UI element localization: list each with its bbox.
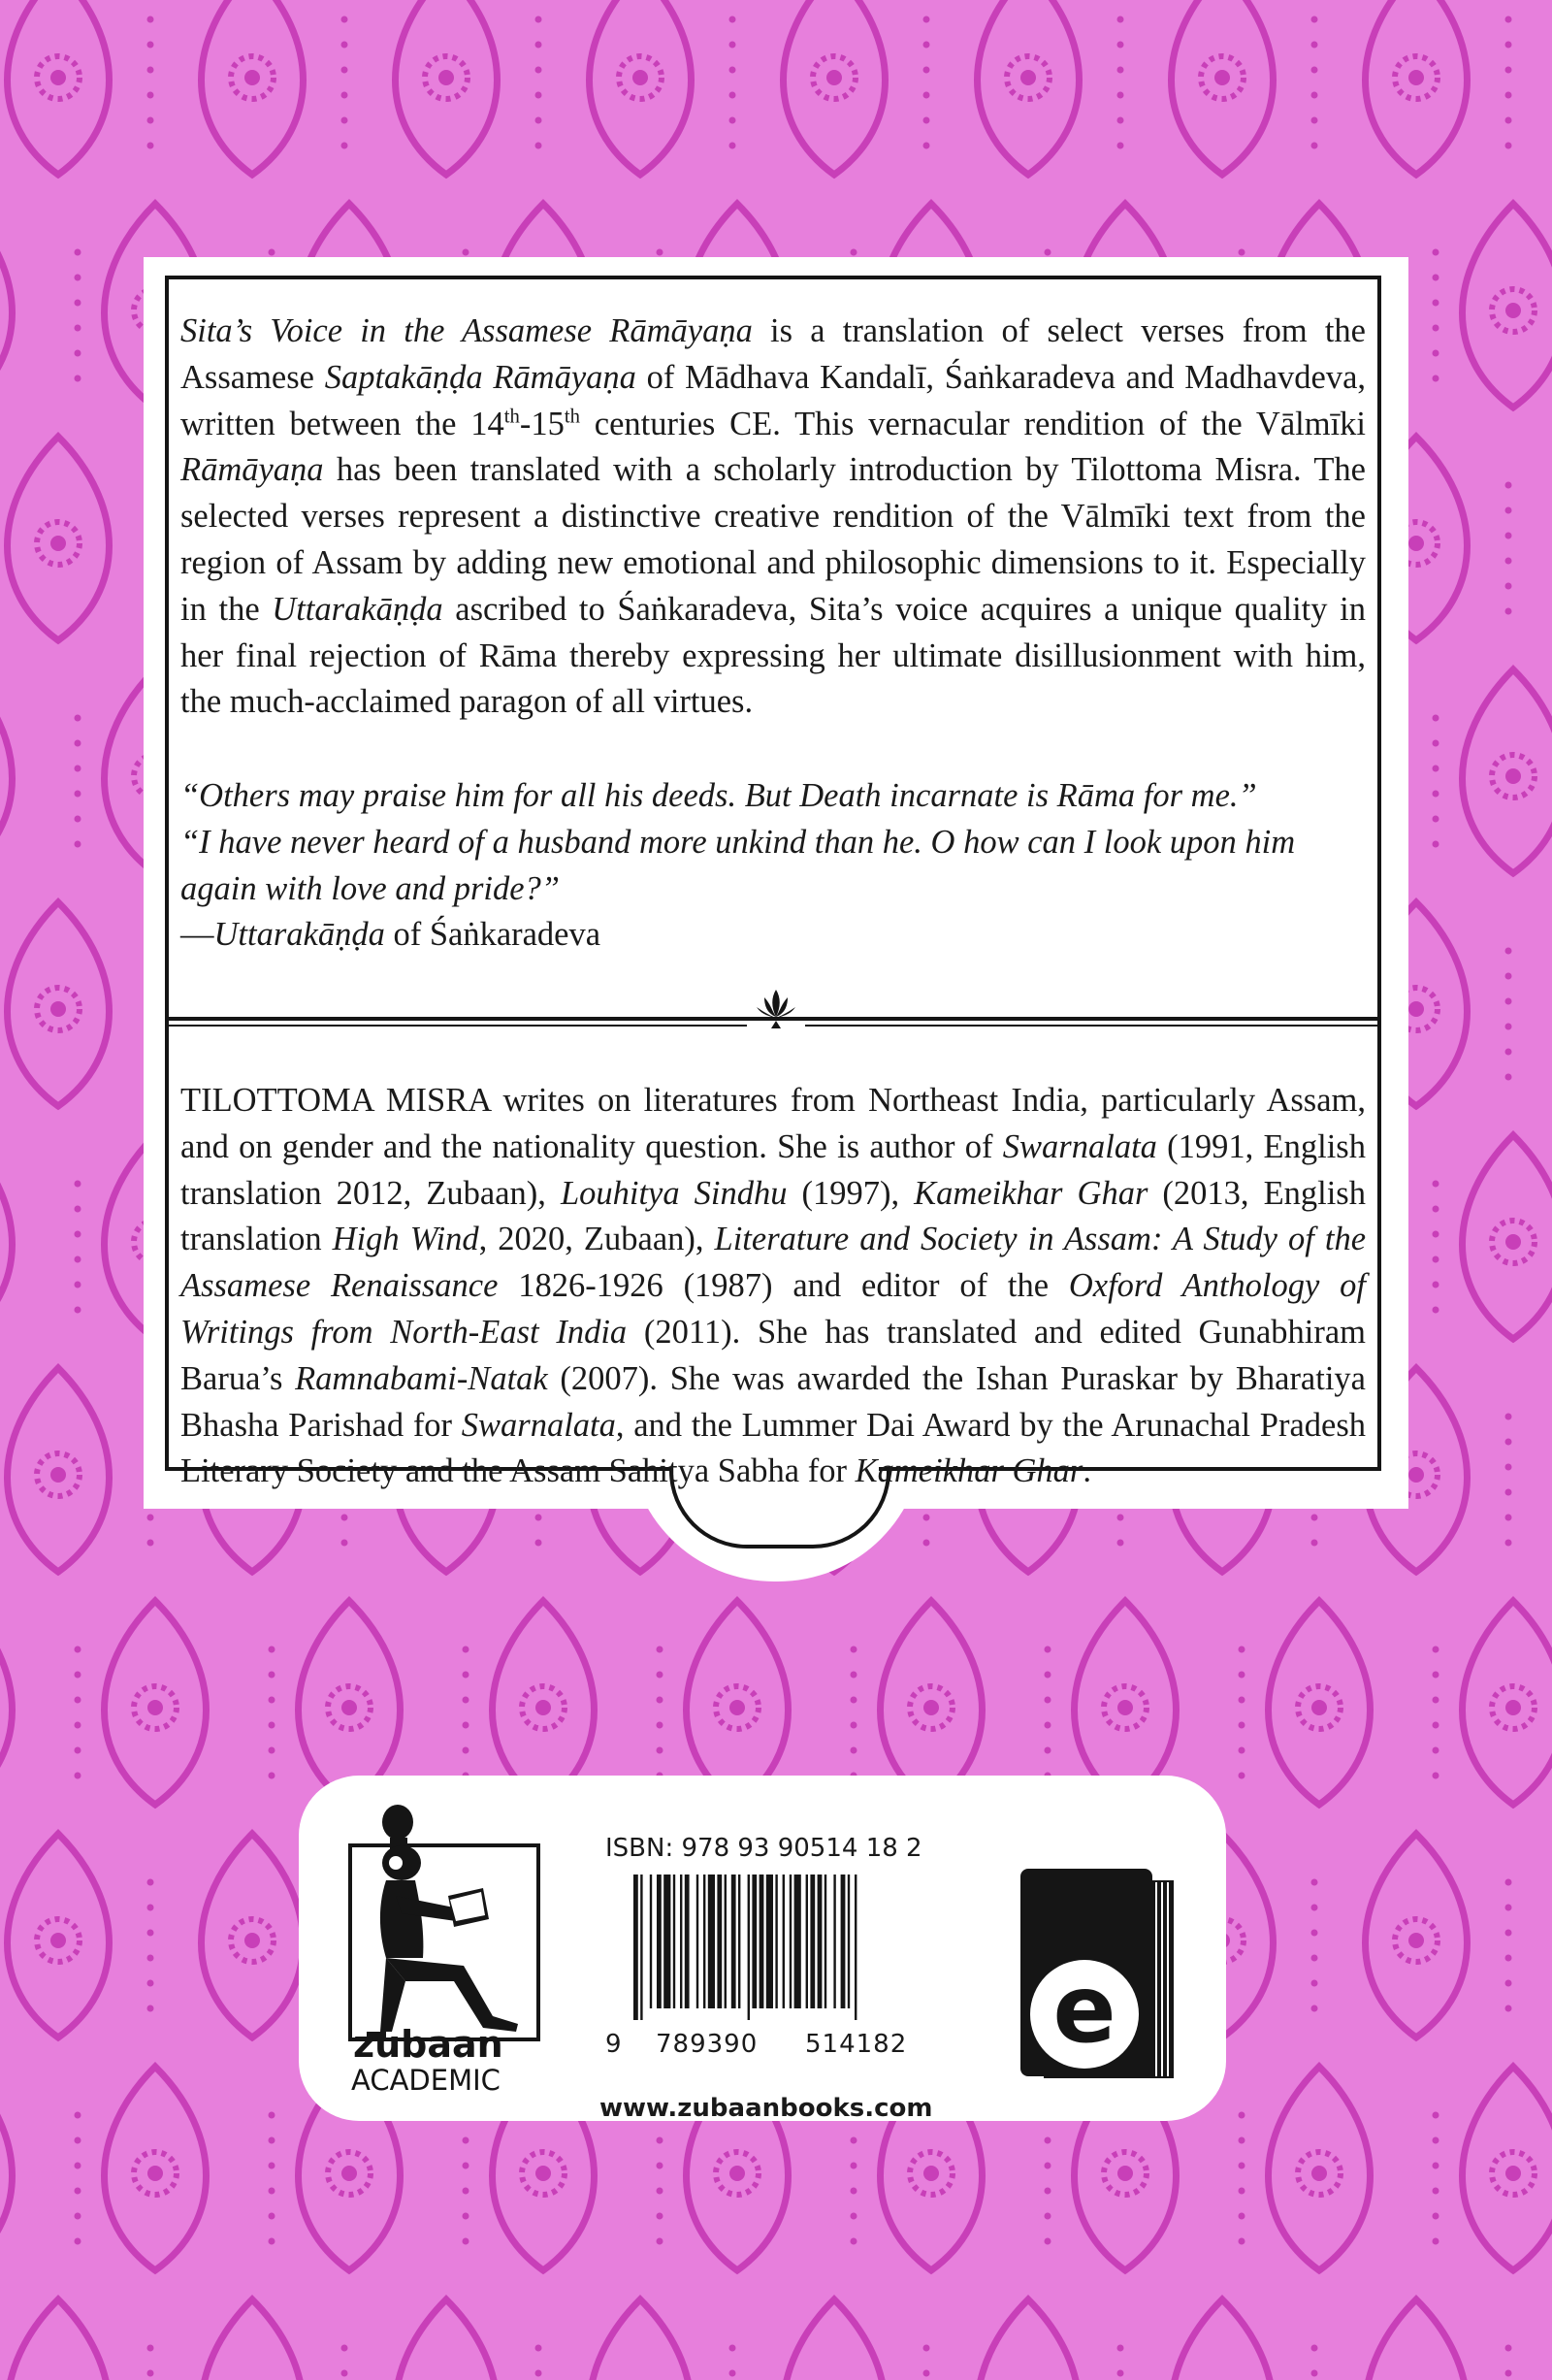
- barcode: [633, 1875, 939, 2020]
- barcode-bar: [766, 1875, 773, 2008]
- barcode-bar: [657, 1875, 662, 2008]
- author-bio: [180, 1078, 1366, 1495]
- bio-work: Ramnabami-Natak: [295, 1359, 548, 1397]
- superscript: th: [564, 406, 580, 428]
- attr-rest: of Śaṅkaradeva: [384, 916, 601, 954]
- pattern-motif: [1463, 2067, 1552, 2270]
- blurb-text: centuries CE. This vernacular rendition of the Vālmīki: [579, 405, 1366, 442]
- bio-text: .: [1083, 1452, 1091, 1490]
- barcode-bar: [680, 1875, 682, 2008]
- pattern-motif: [493, 1601, 663, 1805]
- bio-text: (1997),: [787, 1174, 915, 1212]
- blurb-work-title: Rāmāyaṇa: [180, 451, 324, 489]
- pattern-motif: [978, 2299, 1124, 2380]
- blurb-work-title: Uttarakāṇḍa: [272, 590, 443, 628]
- blurb-text: -15: [519, 405, 565, 442]
- bio-text: TILOTTOMA MISRA writes on literatures from Northeast India, particularly Assam, and on gender and the nationality question. She is author of: [180, 1082, 1366, 1165]
- barcode-bar: [818, 1875, 823, 2008]
- pattern-motif: [8, 1368, 154, 1572]
- isbn-label: ISBN: 978 93 90514 18 2: [605, 1834, 922, 1863]
- pattern-motif: [0, 2067, 81, 2270]
- barcode-bar: [725, 1875, 727, 2008]
- blurb-paragraph: [180, 309, 1366, 726]
- pattern-motif: [590, 2299, 736, 2380]
- attr-dash: —: [180, 916, 214, 954]
- barcode-bar: [783, 1875, 785, 2008]
- barcode-first-digit: 9: [605, 2030, 622, 2059]
- pattern-motif: [299, 1601, 469, 1805]
- bio-text: , and the Lummer Dai Award by the Arunachal Pradesh Literary Society and the Assam Sahitya Sabha for: [180, 1406, 1366, 1490]
- bio-work: Literature and Society in Assam: A Study of the Assamese Renaissance: [180, 1221, 1367, 1305]
- pattern-motif: [1172, 2299, 1318, 2380]
- bio-work: Swarnalata: [1002, 1127, 1157, 1165]
- bio-text: (2013, English translation: [180, 1174, 1366, 1258]
- ebook-letter: e: [1052, 1955, 1116, 2064]
- blurb-text: is a translation of select verses from the Assamese: [180, 312, 1366, 396]
- pattern-motif: [396, 2299, 542, 2380]
- barcode-bar: [696, 1875, 698, 2008]
- pattern-motif: [1366, 2299, 1512, 2380]
- barcode-bar: [848, 1875, 850, 2008]
- pattern-motif: [1463, 1601, 1552, 1805]
- barcode-bar: [633, 1875, 638, 2020]
- pattern-motif: [1172, 0, 1318, 175]
- barcode-bar: [703, 1875, 705, 2008]
- pattern-motif: [1463, 1135, 1552, 1339]
- bio-work: High Wind: [332, 1221, 479, 1258]
- pattern-motif: [8, 437, 154, 640]
- barcode-bar: [663, 1875, 670, 2008]
- quotes-block: [180, 773, 1366, 959]
- ebook-icon: [1020, 1869, 1178, 2084]
- barcode-bar: [760, 1875, 764, 2008]
- pattern-motif: [105, 2067, 275, 2270]
- barcode-bar: [806, 1875, 808, 2008]
- bio-text: (2011). She has translated and edited Gunabhiram Barua’s: [180, 1313, 1366, 1397]
- barcode-bar: [855, 1875, 857, 2020]
- bio-text: 1826-1926 (1987) and editor of the: [498, 1267, 1069, 1305]
- logo-word: zubaan: [353, 2023, 503, 2066]
- pattern-motif: [105, 1601, 275, 1805]
- quote-attribution: [180, 912, 1366, 959]
- barcode-bar: [708, 1875, 715, 2008]
- blurb-work-title: Saptakāṇḍa Rāmāyaṇa: [324, 358, 636, 396]
- barcode-bar: [794, 1875, 801, 2008]
- barcode-bar: [717, 1875, 722, 2008]
- pattern-motif: [978, 0, 1124, 175]
- pattern-motif: [8, 1834, 154, 2038]
- pattern-motif: [8, 902, 154, 1106]
- quote-2: “I have never heard of a husband more unkind than he. O how can I look upon him again with love and pride?”: [180, 823, 1296, 907]
- pattern-motif: [202, 0, 348, 175]
- blurb-text: has been translated with a scholarly introduction by Tilottoma Misra. The selected verses represent a distinctive creative rendition of the Vālmīki text from the region of Assam by adding new emotional and philosophic dimensions to it. Especially in the: [180, 451, 1366, 628]
- zubaan-logo: [347, 1803, 547, 2094]
- pattern-motif: [396, 0, 542, 175]
- pattern-motif: [0, 204, 81, 408]
- logo-sub: ACADEMIC: [351, 2064, 501, 2094]
- barcode-bar: [650, 1875, 652, 2008]
- bio-work: Oxford Anthology of Writings from North-East India: [180, 1267, 1366, 1351]
- barcode-bar: [810, 1875, 815, 2008]
- pattern-motif: [1269, 2067, 1439, 2270]
- pattern-motif: [784, 0, 930, 175]
- lotus-ornament-icon: [747, 986, 805, 1030]
- barcode-bar: [673, 1875, 675, 2008]
- bio-text: (2007). She was awarded the Ishan Puraskar by Bharatiya Bhasha Parishad for: [180, 1359, 1366, 1444]
- pattern-motif: [881, 1601, 1051, 1805]
- bio-work: Kameikhar Ghar: [855, 1452, 1083, 1490]
- pattern-motif: [8, 0, 154, 175]
- barcode-right-digits: 514182: [805, 2030, 908, 2059]
- pattern-motif: [590, 0, 736, 175]
- barcode-left-digits: 789390: [656, 2030, 759, 2059]
- bio-work: Kameikhar Ghar: [914, 1174, 1148, 1212]
- bio-text: , 2020, Zubaan),: [478, 1221, 715, 1258]
- barcode-bar: [748, 1875, 750, 2020]
- pattern-motif: [1463, 669, 1552, 873]
- blurb-text: of Mādhava Kandalī, Śaṅkaradeva and Madhavdeva, written between the 14: [180, 358, 1367, 442]
- book-title: Sita’s Voice in the Assamese Rāmāyaṇa: [180, 312, 753, 349]
- pattern-motif: [202, 2299, 348, 2380]
- bio-work: Swarnalata: [461, 1406, 616, 1444]
- pattern-motif: [0, 1601, 81, 1805]
- pattern-motif: [687, 1601, 857, 1805]
- pattern-motif: [784, 2299, 930, 2380]
- barcode-bar: [738, 1875, 740, 2008]
- pattern-motif: [1269, 1601, 1439, 1805]
- superscript: th: [503, 406, 520, 428]
- barcode-bar: [841, 1875, 846, 2008]
- barcode-bar: [752, 1875, 757, 2008]
- quote-1: “Others may praise him for all his deeds. But Death incarnate is Rāma for me.”: [180, 777, 1257, 814]
- bio-work: Louhitya Sindhu: [560, 1174, 788, 1212]
- bio-text: (1991, English translation 2012, Zubaan),: [180, 1127, 1366, 1212]
- pattern-motif: [8, 2299, 154, 2380]
- pattern-motif: [0, 669, 81, 873]
- attr-work: Uttarakāṇḍa: [213, 916, 385, 954]
- barcode-bar: [640, 1875, 642, 2020]
- barcode-bar: [775, 1875, 777, 2008]
- pattern-motif: [0, 1135, 81, 1339]
- barcode-bar: [824, 1875, 826, 2008]
- pattern-motif: [1463, 204, 1552, 408]
- blurb-text: ascribed to Śaṅkaradeva, Sita’s voice acquires a unique quality in her final rejection of Rāma thereby expressing her ultimate disillusionment with him, the much-acclaimed paragon of all virtues.: [180, 590, 1366, 721]
- barcode-bar: [685, 1875, 690, 2008]
- pattern-motif: [1366, 1834, 1512, 2038]
- pattern-motif: [1075, 1601, 1245, 1805]
- publisher-website: www.zubaanbooks.com: [599, 2094, 933, 2123]
- barcode-bar: [731, 1875, 736, 2008]
- pattern-motif: [1366, 0, 1512, 175]
- barcode-bar: [790, 1875, 792, 2008]
- barcode-bar: [833, 1875, 835, 2008]
